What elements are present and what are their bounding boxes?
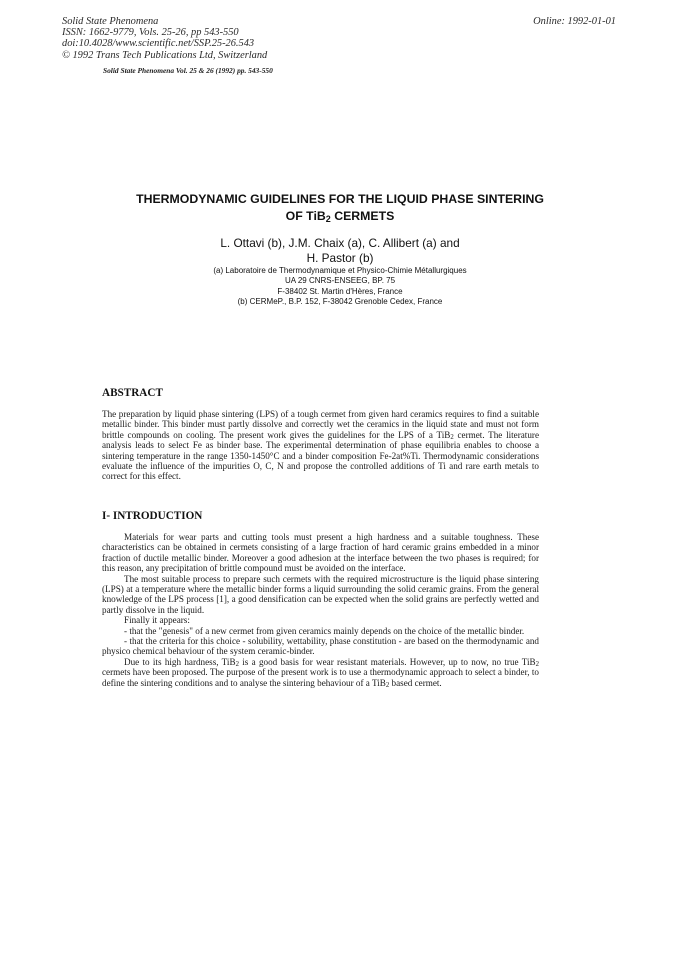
title-line-1: THERMODYNAMIC GUIDELINES FOR THE LIQUID PHASE SINTERING <box>136 192 544 206</box>
doi-line: doi:10.4028/www.scientific.net/SSP.25-26.543 <box>62 38 255 50</box>
paper-title <box>100 191 580 225</box>
issn-line: ISSN: 1662-9779, Vols. 25-26, pp 543-550 <box>62 27 239 39</box>
title-line-2: OF TiB$_2$ CERMETS <box>285 209 395 224</box>
affiliation-line: UA 29 CNRS-ENSEEG, BP. 75 <box>284 276 396 286</box>
introduction-heading: I- INTRODUCTION <box>102 510 203 522</box>
publication-metadata <box>62 16 267 61</box>
copyright-line: © 1992 Trans Tech Publications Ltd, Switzerland <box>62 49 268 61</box>
paragraph: Finally it appears: <box>124 615 190 626</box>
paragraph: Materials for wear parts and cutting tools must present a high hardness and a suitable toughness. These characteristics can be obtained in cermets consisting of a large fraction of hard ceramic grains embedded in a minor fraction of ductile metallic binder. Moreover a good adhesion at the interface between the two phases is required; for this reason, any precipitation of brittle compound must be avoided on the interface. <box>102 532 539 574</box>
introduction-body <box>102 532 539 688</box>
journal-name: Solid State Phenomena <box>62 16 159 27</box>
paragraph: Due to its high hardness, TiB$_2$ is a good basis for wear resistant materials. However, up to now, no true TiB$_2$ cermets have been proposed. The purpose of the present work is to use a thermodynamic approach to select a binder, to define the sintering conditions and to analyse the sintering behaviour of a TiB$_2$ based cermet. <box>102 656 539 689</box>
abstract-heading: ABSTRACT <box>102 387 163 399</box>
affiliation-line: (a) Laboratoire de Thermodynamique et Physico-Chimie Métallurgiques <box>213 266 467 275</box>
online-date: Online: 1992-01-01 <box>533 16 616 27</box>
paragraph: - that the "genesis" of a new cermet from given ceramics mainly depends on the choice of the metallic binder. <box>124 625 525 636</box>
paragraph: The most suitable process to prepare such cermets with the required microstructure is the liquid phase sintering (LPS) at a temperature where the metallic binder forms a liquid surrounding the solid ceramic grains. From the general knowledge of the LPS process [1], a good densification can be expected when the solid grains are perfectly wetted and partly dissolve in the liquid. <box>102 573 539 615</box>
paragraph: - that the criteria for this choice - solubility, wettability, phase constitution - are based on the thermodynamic and physico chemical behaviour of the system ceramic-binder. <box>102 636 539 657</box>
affiliations <box>130 266 550 308</box>
abstract-body: The preparation by liquid phase sintering (LPS) of a tough cermet from given hard ceramics requires to find a suitable metallic binder. This binder must partly dissolve and correctly wet the ceramics in the liquid state and must not form brittle compounds on cooling. The present work gives the guidelines for the LPS of a TiB$_2$ cermet. The literature analysis leads to select Fe as binder base. The experimental determination of phase equilibria enables to choose a sintering temperature in the range 1350-1450°C and a binder composition Fe-2at%Ti. Thermodynamic considerations evaluate the influence of the impurities O, C, N and propose the controlled additions of Ti and rare earth metals to correct for this effect. <box>102 409 539 482</box>
author-list <box>150 236 530 265</box>
authors-line-2: H. Pastor (b) <box>306 250 374 265</box>
affiliation-line: F-38402 St. Martin d'Hères, France <box>277 286 403 296</box>
affiliation-line: (b) CERMeP., B.P. 152, F-38042 Grenoble Cedex, France <box>237 297 443 307</box>
authors-line-1: L. Ottavi (b), J.M. Chaix (a), C. Allibert (a) and <box>220 236 460 250</box>
journal-volume-line: Solid State Phenomena Vol. 25 & 26 (1992) pp. 543-550 <box>103 66 273 75</box>
